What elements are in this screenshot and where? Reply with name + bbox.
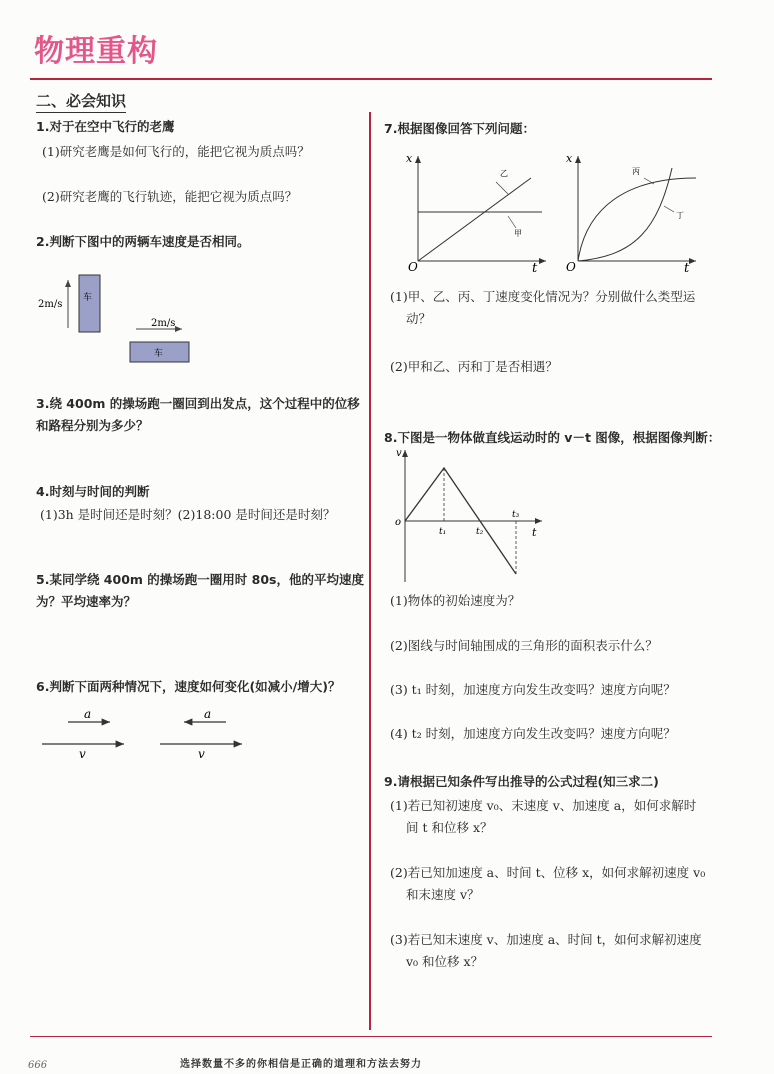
page-number: 666: [28, 1060, 48, 1071]
q1-title: 1.对于在空中飞行的老鹰: [36, 119, 175, 134]
q8-sub2: (2)图线与时间轴围成的三角形的面积表示什么？: [390, 638, 658, 653]
brand-title: 物理重构: [34, 34, 158, 69]
case2-v-label: v: [198, 747, 205, 761]
acceleration-diagram: [36, 703, 266, 763]
q8-y-label: v: [396, 448, 402, 459]
q7-title: 7.根据图像回答下列问题：: [384, 121, 535, 136]
q9-sub2-line2: 和末速度 v？: [406, 887, 480, 902]
q8-sub1: (1)物体的初始速度为？: [390, 593, 521, 608]
top-divider: [30, 78, 712, 80]
g1-label-jia: 甲: [514, 229, 522, 238]
car-label-1: 车: [83, 293, 93, 303]
g2-label-bing: 丙: [632, 167, 640, 176]
q2-title: 2.判断下图中的两辆车速度是否相同。: [36, 234, 250, 249]
q9-sub3-line2: v₀ 和位移 x？: [406, 954, 484, 969]
q8-sub3: (3) t₁ 时刻，加速度方向发生改变吗？速度方向呢？: [390, 682, 676, 697]
q5-line2: 为？平均速率为？: [36, 594, 137, 609]
q7-sub1-line1: (1)甲、乙、丙、丁速度变化情况为？分别做什么类型运: [390, 289, 696, 304]
bottom-divider: [30, 1036, 712, 1037]
footer-motto: 选择数量不多的你相信是正确的道理和方法去努力: [180, 1059, 422, 1070]
two-cars-diagram: [36, 270, 206, 370]
case2-a-label: a: [204, 707, 212, 721]
g1-y-label: x: [406, 152, 413, 165]
g2-origin: O: [566, 260, 576, 274]
speed-label-2: 2m/s: [151, 318, 176, 329]
q5-line1: 5.某同学绕 400m 的操场跑一圈用时 80s，他的平均速度: [36, 572, 364, 587]
car-label-2: 车: [154, 349, 164, 359]
q3-line2: 和路程分别为多少？: [36, 418, 149, 433]
q8-title: 8.下图是一物体做直线运动时的 v－t 图像，根据图像判断：: [384, 430, 721, 445]
q4-title: 4.时刻与时间的判断: [36, 484, 150, 499]
q8-t2-label: t₂: [476, 527, 484, 537]
q7-graphs: [396, 148, 706, 276]
g1-label-yi: 乙: [500, 169, 508, 178]
g2-y-label: x: [566, 152, 573, 165]
q8-t3-label: t₃: [512, 510, 520, 520]
q9-title: 9.请根据已知条件写出推导的公式过程(知三求二): [384, 774, 659, 789]
q8-vt-graph: [392, 446, 552, 586]
q9-sub1-line2: 间 t 和位移 x？: [406, 820, 493, 835]
q8-sub4: (4) t₂ 时刻，加速度方向发生改变吗？速度方向呢？: [390, 726, 676, 741]
section-title: 二、必会知识: [36, 90, 126, 113]
g1-x-label: t: [532, 261, 538, 276]
q1-sub2: (2)研究老鹰的飞行轨迹，能把它视为质点吗？: [42, 189, 298, 204]
q7-sub1-line2: 动？: [406, 311, 432, 326]
q9-sub1-line1: (1)若已知初速度 v₀、末速度 v、加速度 a，如何求解时: [390, 798, 697, 813]
q4-sub1: (1)3h 是时间还是时刻？(2)18:00 是时间还是时刻？: [40, 507, 336, 522]
column-divider: [369, 112, 371, 1030]
line-yi: [418, 178, 531, 261]
q8-t1-label: t₁: [439, 527, 447, 537]
car-vertical: [79, 275, 100, 332]
q8-x-label: t: [532, 526, 537, 539]
g2-x-label: t: [684, 261, 690, 276]
g2-label-ding: 丁: [676, 211, 684, 220]
q1-sub1: (1)研究老鹰是如何飞行的，能把它视为质点吗？: [42, 144, 310, 159]
q7-sub2: (2)甲和乙、丙和丁是否相遇？: [390, 359, 558, 374]
g1-origin: O: [408, 260, 418, 274]
q8-origin: o: [395, 517, 402, 528]
q3-line1: 3.绕 400m 的操场跑一圈回到出发点，这个过程中的位移: [36, 396, 360, 411]
case1-v-label: v: [79, 747, 86, 761]
q6-title: 6.判断下面两种情况下，速度如何变化(如减小/增大)？: [36, 679, 341, 694]
speed-label-1: 2m/s: [38, 299, 63, 310]
case1-a-label: a: [84, 707, 92, 721]
q9-sub2-line1: (2)若已知加速度 a、时间 t、位移 x，如何求解初速度 v₀: [390, 865, 706, 880]
q9-sub3-line1: (3)若已知末速度 v、加速度 a、时间 t，如何求解初速度: [390, 932, 702, 947]
